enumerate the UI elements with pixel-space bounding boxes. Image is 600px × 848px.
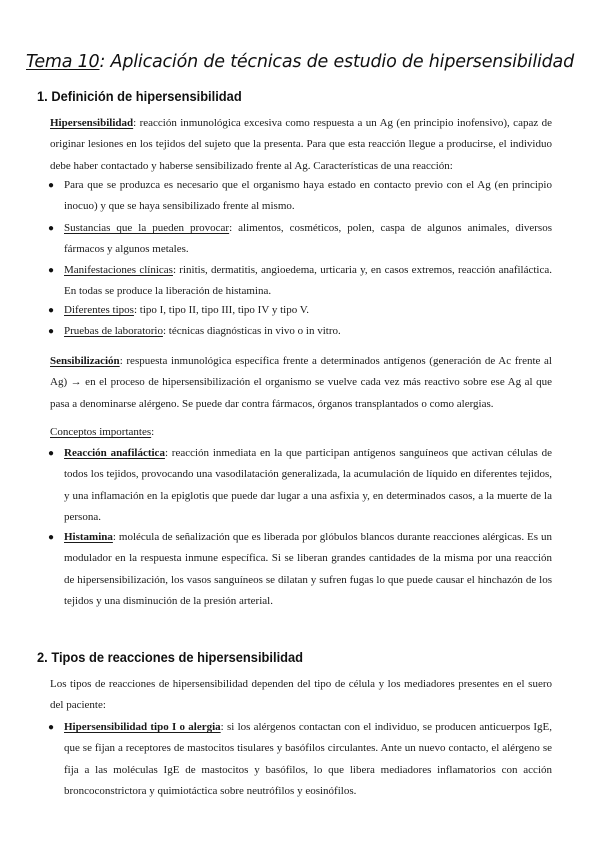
- bullet-icon: ●: [48, 305, 55, 316]
- list-item: Para que se produzca es necesario que el organismo haya estado en contacto previo con el Ag (en principio inocuo) y que se haya sensibilizado frente al mismo.: [64, 179, 552, 213]
- concepts-label: Conceptos importantes:: [50, 426, 155, 438]
- section-2-heading: 2. Tipos de reacciones de hipersensibilidad: [37, 649, 304, 665]
- list-item: Reacción anafiláctica: reacción inmediata en la que participan antígenos sanguíneos que activan células de todos los tejidos, provocando una vasodilatación generalizada, la acumulación de líquido en diferentes tejidos, y una inflamación en la epiglotis que puede dar lugar a una asfixia y, en determinados casos, a la muerte de la persona.: [64, 447, 552, 523]
- list-item: Diferentes tipos: tipo I, tipo II, tipo III, tipo IV y tipo V.: [64, 304, 310, 316]
- definition-term: Hipersensibilidad: [50, 117, 134, 129]
- sensibilizacion-term: Sensibilización: [50, 355, 120, 367]
- page-title: [0, 52, 600, 72]
- sensibilizacion-paragraph: Sensibilización: respuesta inmunológica específica frente a determinados antígenos (generación de Ac frente al Ag) → en el proceso de hipersensibilización el organismo se vuelve cada vez más reactivo sobre ese Ag al que pasa a denominarse alérgeno. Se puede dar contra fármacos, órganos transplantados o como alergias.: [50, 355, 552, 410]
- list-item: Manifestaciones clínicas: rinitis, dermatitis, angioedema, urticaria y, en casos extremos, reacción anafiláctica. En todas se produce la liberación de histamina.: [64, 264, 552, 298]
- list-item: Sustancias que la pueden provocar: alimentos, cosméticos, polen, caspa de algunos animales, diversos fármacos y algunos metales.: [64, 222, 552, 256]
- bullet-icon: ●: [48, 223, 55, 234]
- list-item: Pruebas de laboratorio: técnicas diagnósticas in vivo o in vitro.: [64, 325, 341, 337]
- definition-paragraph: [50, 113, 552, 177]
- bullet-icon: ●: [48, 265, 55, 276]
- section-2-intro: Los tipos de reacciones de hipersensibilidad dependen del tipo de célula y los mediadores presentes en el suero del paciente:: [50, 678, 552, 712]
- section-1-heading: 1. Definición de hipersensibilidad: [37, 88, 242, 104]
- bullet-icon: ●: [48, 532, 55, 543]
- definition-text: : reacción inmunológica excesiva como respuesta a un Ag (en principio inofensivo), capaz de originar lesiones en los tejidos del sujeto que la presenta. Para que esta reacción llegue a producirse, el individuo debe haber contactado y haberse sensibilizado frente al Ag. Características de una reacción:: [50, 117, 552, 172]
- bullet-icon: ●: [48, 722, 55, 733]
- title-topic: Tema 10: [26, 52, 100, 72]
- bullet-icon: ●: [48, 180, 55, 191]
- list-item: Histamina: molécula de señalización que es liberada por glóbulos blancos durante reacciones alérgicas. Es un modulador en la respuesta inmune específica. Si se liberan grandes cantidades de la misma por una reacción de hipersensibilización, los vasos sanguíneos se dilatan y sufren fugas lo que puede causar el hinchazón de los tejidos y una disminución de la presión arterial.: [64, 531, 552, 607]
- list-item: Hipersensibilidad tipo I o alergia: si los alérgenos contactan con el individuo, se producen anticuerpos IgE, que se fijan a receptores de mastocitos tisulares y basófilos circulantes. Ante un nuevo contacto, el alérgeno se fija a las moléculas IgE de mastocitos y basófilos, lo que libera mediadores inflamatorios con acción broncoconstrictora y quimiotáctica sobre neutrófilos y eosinófilos.: [64, 721, 552, 797]
- bullet-icon: ●: [48, 326, 55, 337]
- bullet-icon: ●: [48, 448, 55, 459]
- title-text: : Aplicación de técnicas de estudio de hipersensibilidad: [99, 52, 574, 72]
